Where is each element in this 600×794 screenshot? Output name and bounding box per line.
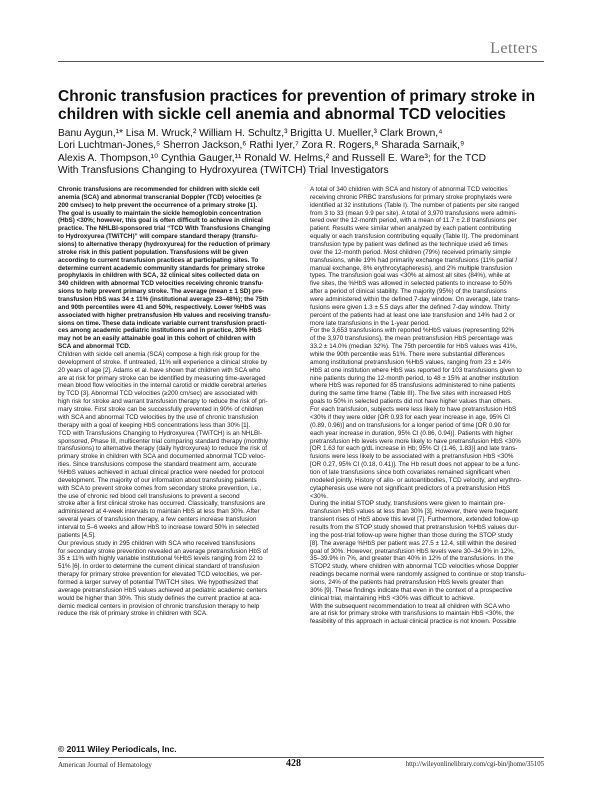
right-column-line: HbS at one institution where HbS was reported for 103 transfusions given to xyxy=(310,366,522,374)
right-column-line: tered over the 12-month period, with a mean of 11.7 ± 2.8 transfusions per xyxy=(310,217,517,225)
right-column-line: <30%. xyxy=(310,492,329,500)
left-column-line: 51% [6]. In order to determine the current clinical standard of transfusion xyxy=(58,563,260,571)
left-column-line: (HbS) <30%; however, this goal is often difficult to achieve in clinical xyxy=(58,217,263,225)
left-column-line: 35 ± 11% with highly variable institutional %HbS levels ranging from 22 to xyxy=(58,555,263,563)
right-column-line: over the 12-month period. Most children (79%) received primarily simple xyxy=(310,248,511,256)
header-rule xyxy=(58,61,544,62)
author-line: Alexis A. Thompson,¹⁰ Cynthia Gauger,¹¹ Ronald W. Helms,² and Russell E. Ware³; for the TCD xyxy=(58,152,486,164)
right-column-line: readings became normal were randomly assigned to continue or stop transfu- xyxy=(310,571,526,579)
right-column-line: five sites, the %HbS was allowed in selected patients to increase to 50% xyxy=(310,280,512,288)
left-column-line: therapy for primary stroke prevention for elevated TCD velocities, we per- xyxy=(58,571,263,579)
left-column-line: demic medical centers in provision of chronic transfusion therapy to help xyxy=(58,602,260,610)
right-column-line: fusions were less likely to be associated with a pretransfusion HbS <30% xyxy=(310,453,514,461)
section-label: Letters xyxy=(490,40,538,57)
author-line: With Transfusions Changing to Hydroxyurea (TWiTCH) Trial Investigators xyxy=(58,165,389,177)
left-column-line: reduce the risk of primary stroke in children with SCA. xyxy=(58,610,208,618)
right-column-line: patient. Results were similar when analyzed by each patient contributing xyxy=(310,225,512,233)
left-column-line: formed a larger survey of potential TWiTCH sites. We hypothesized that xyxy=(58,578,258,586)
left-column-line: transfusions) to alternative therapy (daily hydroxyurea) to reduce the risk of xyxy=(58,445,267,453)
right-column-line: transfusion HbS values at less than 30% [3]. However, there were frequent xyxy=(310,508,518,516)
right-column-line: For each transfusion, subjects were less likely to have pretransfusion HbS xyxy=(310,406,517,414)
right-column-line: goals to 50% in selected patients did not have higher values than others. xyxy=(310,398,513,406)
left-column-line: may not be an easily attainable goal in this cohort of children with xyxy=(58,335,256,343)
left-column-line: sions) to alternative therapy (hydroxyurea) for the reduction of primary xyxy=(58,241,271,249)
journal-name: American Journal of Hematology xyxy=(58,761,152,769)
right-column-line: feasibility of this approach in actual clinical practice is not known. Possible xyxy=(310,618,517,626)
author-line: Lori Luchtman-Jones,⁵ Sherron Jackson,⁶ Rathi Iyer,⁷ Zora R. Rogers,⁸ Sharada Sarnaik,⁹ xyxy=(58,140,465,152)
right-column-line: 33.2 ± 14.0% (median 32%). The 75th percentile for HbS values was 41%, xyxy=(310,343,518,351)
journal-url[interactable]: http://wileyonlinelibrary.com/cgi-bin/jhome/35105 xyxy=(405,761,544,768)
left-column-line: stroke risk in this patient population. Transfusions will be given xyxy=(58,248,249,256)
right-column-line: transfusions, while 19% had primarily exchange transfusions (11% partial / xyxy=(310,256,518,264)
right-column-line: [8]. The average %HbS per patient was 27.5 ± 12.4, still within the desired xyxy=(310,539,517,547)
left-column-line: 20 years of age [2]. Adams et al. have shown that children with SCA who xyxy=(58,366,261,374)
left-column-line: by TCD [3]. Abnormal TCD velocities (≥200 cm/sec) are associated with xyxy=(58,390,258,398)
left-column-line: associated with higher pretransfusion Hb values and receiving transfu- xyxy=(58,311,271,319)
right-column-line: results from the STOP study showed that pretransfusion %HbS values dur- xyxy=(310,523,519,531)
right-column-line: during the same time frame (Table III). The five sites with increased HbS xyxy=(310,390,512,398)
left-column-line: are at risk for primary stroke can be identified by measuring time-averaged xyxy=(58,374,266,382)
right-column-line: while the 90th percentile was 51%. There were substantial differences xyxy=(310,351,505,359)
right-column-line: fusions were given 1.3 ± 5.5 days after the defined 7-day window. Thirty xyxy=(310,303,510,311)
copyright-notice: © 2011 Wiley Periodicals, Inc. xyxy=(58,744,177,754)
right-column-line: A total of 340 children with SCA and history of abnormal TCD velocities xyxy=(310,186,508,193)
right-column-line: ing the post-trial follow-up were higher than those during the STOP study xyxy=(310,531,513,539)
left-column-line: for secondary stroke prevention revealed an average pretransfusion HbS of xyxy=(58,547,269,555)
author-list xyxy=(58,128,548,178)
left-column-line: practice. The NHLBI-sponsored trial “TCD With Transfusions Changing xyxy=(58,225,271,233)
left-column-line: stroke after a first clinical stroke has occurred. Classically, transfusions are xyxy=(58,500,266,508)
left-column-line: determine current academic community standards for primary stroke xyxy=(58,264,265,272)
right-column-line: cytapheresis use were not significant predictors of a pretransfusion HbS xyxy=(310,484,511,492)
left-column-line: according to current transfusion practices at participating sites. To xyxy=(58,256,259,264)
left-column-line: therapy with a goal of keeping HbS concentrations less than 30% [1]. xyxy=(58,421,251,429)
right-column-line: For the 3,653 transfusions with reported %HbS values (representing 92% xyxy=(310,327,515,335)
right-column-line: <30% if they were older [OR 0.93 for each year increase in age, 95% CI xyxy=(310,413,511,421)
right-column-line: are at risk for primary stroke with transfusions to maintain HbS <30%, the xyxy=(310,610,514,618)
right-column-line: pretransfusion Hb levels were more likely to have pretransfusion HbS <30% xyxy=(310,437,521,445)
left-column-line: SCA and abnormal TCD. xyxy=(58,343,131,351)
right-column-line: equally or each transfusion contributing equally (Table II). The predominant xyxy=(310,233,519,241)
right-column-line: 30% [9]. These findings indicate that even in the context of a prospective xyxy=(310,586,513,594)
right-column-line: 35–39.9% in 7%, and greater than 40% in 12% of the transfusions. In the xyxy=(310,555,514,563)
right-column-line: With the subsequent recommendation to treat all children with SCA who xyxy=(310,602,510,610)
left-column-line: anemia (SCA) and abnormal transcranial Doppler (TCD) velocities (≥ xyxy=(58,193,262,201)
right-column-line: manual exchange, 8% erythrocytapheresis), and 2% multiple transfusion xyxy=(310,264,512,272)
right-column-line: [OR 1.63 for each g/dL increase in Hb; 95% CI (1.46, 1.83)] and late trans- xyxy=(310,445,518,453)
left-column-line: patients [4,5]. xyxy=(58,531,96,539)
footer-rule xyxy=(58,757,544,758)
left-column-line: high risk for stroke and warrant transfusion therapy to reduce the risk of pri- xyxy=(58,398,268,406)
left-column-line: %HbS values achieved in actual clinical practice were needed for protocol xyxy=(58,468,264,476)
right-column-line: (0.89, 0.96)] and on transfusions for a longer period of time [OR 0.90 for xyxy=(310,421,511,429)
left-column-line: sions to help prevent primary stroke. The average (mean ± 1 SD) pre- xyxy=(58,288,265,296)
left-column-line: 200 cm/sec) to help prevent the occurrence of a primary stroke [1]. xyxy=(58,201,258,209)
left-column-line: mary stroke. First stroke can be successfully prevented in 90% of children xyxy=(58,406,264,414)
left-column-line: mean blood flow velocities in the internal carotid or middle cerebral arteries xyxy=(58,382,267,390)
right-column-line: STOP2 study, where children with abnormal TCD velocities whose Doppler xyxy=(310,563,519,571)
right-column-line: transfusion type by patient was defined as the technique used ≥6 times xyxy=(310,241,508,249)
right-column-line: after a period of clinical stability. The majority (95%) of the transfusions xyxy=(310,288,507,296)
left-column-line: the use of chronic red blood cell transfusions to prevent a second xyxy=(58,492,240,500)
author-line: Banu Aygun,¹* Lisa M. Wruck,² William H. Schultz,³ Brigitta U. Mueller,³ Clark Brown,⁴ xyxy=(58,128,443,139)
right-column-line: types. The transfusion goal was <30% at almost all sites (84%), while at xyxy=(310,272,510,280)
left-column-line: Our previous study in 295 children with SCA who received transfusions xyxy=(58,539,256,547)
right-column-line: each year increase in duration, 95% CI (0.86, 0.94)]. Patients with higher xyxy=(310,429,513,437)
article-title: Chronic transfusion practices for prevention of primary stroke in children with sickle cell anemia and abnormal TCD velocities xyxy=(58,88,536,123)
right-column-line: clinical trial, maintaining HbS <30% was difficult to achieve. xyxy=(310,594,475,602)
left-column-line: The goal is usually to maintain the sickle hemoglobin concentration xyxy=(58,209,261,217)
right-column-line: of the 3,970 transfusions), the mean pretransfusion HbS percentage was xyxy=(310,335,513,343)
right-column-line: percent of the patients had at least one late transfusion and 14% had 2 or xyxy=(310,311,515,319)
left-column-line: average pretransfusion HbS values achieved at pediatric academic centers xyxy=(58,586,267,594)
left-column-line: primary stroke in children with SCA and documented abnormal TCD veloc- xyxy=(58,453,266,461)
left-column-line: interval to 5–6 weeks and allow HbS to increase toward 50% in selected xyxy=(58,523,259,531)
right-column-line: [OR 0.27, 95% CI (0.18, 0.41)]. The Hb result does not appear to be a func- xyxy=(310,461,521,469)
left-column-line: ces among academic pediatric institutions and in practice, 30% HbS xyxy=(58,327,262,335)
left-column-line: sions on time. These data indicate variable current transfusion practi- xyxy=(58,319,267,327)
page-number: 428 xyxy=(286,758,301,769)
right-column-line: from 3 to 33 (mean 9.9 per site). A total of 3,970 transfusions were admini- xyxy=(310,209,517,217)
right-column-line: identified at 32 institutions (Table I). The number of patients per site ranged xyxy=(310,201,519,209)
right-column-line: transient rises of HbS above this level [7]. Furthermore, extended follow-up xyxy=(310,516,519,524)
right-column-line: where HbS was reported for 85 transfusions administered to nine patients xyxy=(310,382,516,390)
left-column-line: to Hydroxyurea (TWiTCH)” will compare standard therapy (transfu- xyxy=(58,233,258,241)
right-column-body xyxy=(310,186,546,626)
left-column-line: and 90th percentiles were 41 and 50%, respectively. Lower %HbS was xyxy=(58,303,267,311)
left-column-line: would be higher than 30%. This study defines the current practice at aca- xyxy=(58,594,262,602)
left-column-line: with SCA and abnormal TCD velocities by the use of chronic transfusion xyxy=(58,413,259,421)
left-column-line: transfusion HbS was 34 ± 11% (institutional average 23–48%); the 75th xyxy=(58,296,269,304)
left-column-line: Children with sickle cell anemia (SCA) compose a high risk group for the xyxy=(58,351,260,359)
left-column-line: ities. Since transfusions compose the standard treatment arm, accurate xyxy=(58,461,257,469)
left-column-line: development. The majority of our information about transfusing patients xyxy=(58,476,257,484)
right-column-line: nine patients during the 12-month period, to 48 ± 15% at another institution xyxy=(310,374,519,382)
right-column-line: tion of late transfusions since both covariates remained significant when xyxy=(310,468,511,476)
left-column-line: sponsored, Phase III, multicenter trial comparing standard therapy (monthly xyxy=(58,437,268,445)
right-column-line: sions, 24% of the patients had pretransfusion HbS levels greater than xyxy=(310,578,504,586)
left-column-line: administered at 4-week intervals to maintain HbS at less than 30%. After xyxy=(58,508,260,516)
left-column-line: prophylaxis in children with SCA, 32 clinical sites collected data on xyxy=(58,272,260,280)
right-column-line: were administered within the defined 7-day window. On average, late trans- xyxy=(310,296,521,304)
right-column-line: During the initial STOP study, transfusions were given to maintain pre- xyxy=(310,500,506,508)
left-column-line: several years of transfusion therapy, a few centers increase transfusion xyxy=(58,516,257,524)
left-column-line: 340 children with abnormal TCD velocities receiving chronic transfu- xyxy=(58,280,264,288)
right-column-line: among institutional pretransfusion %HbS values, ranging from 23 ± 14% xyxy=(310,358,511,366)
right-column-line: receiving chronic PRBC transfusions for primary stroke prophylaxis were xyxy=(310,193,512,201)
left-column-line: with SCA to prevent stroke comes from secondary stroke prevention, i.e., xyxy=(58,484,262,492)
left-column-body xyxy=(58,186,294,618)
right-column-line: more late transfusions in the 1-year period. xyxy=(310,319,430,327)
left-column-line: development of stroke. If untreated, 11% will experience a clinical stroke by xyxy=(58,358,268,366)
left-column-line: Chronic transfusions are recommended for children with sickle cell xyxy=(58,186,260,193)
right-column-line: modeled jointly. History of allo- or autoantibodies, TCD velocity, and erythro- xyxy=(310,476,522,484)
right-column-line: goal of 30%. However, pretransfusion HbS levels were 30–34.9% in 12%, xyxy=(310,547,515,555)
left-column-line: TCD with Transfusions Changing to Hydroxyurea (TWiTCH) is an NHLBI- xyxy=(58,429,263,437)
